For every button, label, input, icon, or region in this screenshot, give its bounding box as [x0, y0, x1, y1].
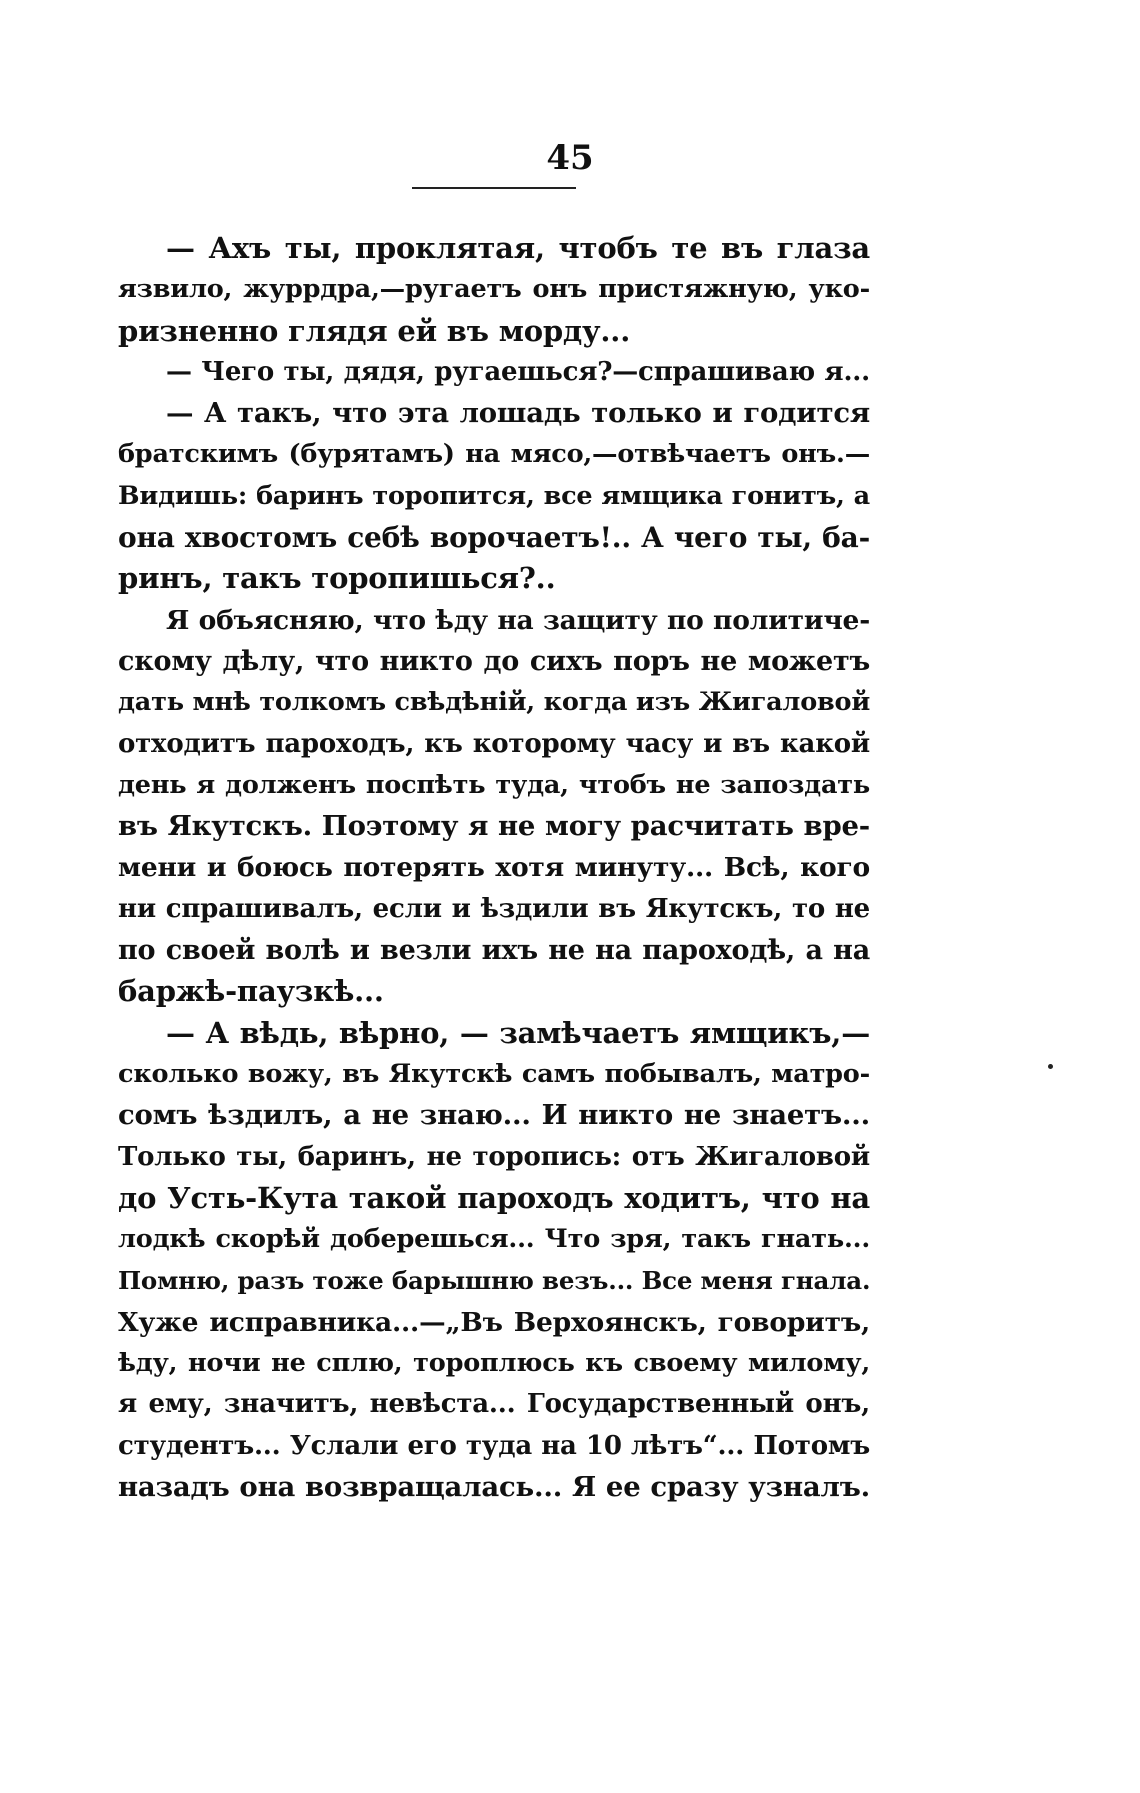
text-line: по своей волѣ и везли ихъ не на пароходѣ, а на — [118, 935, 870, 967]
header-rule — [412, 187, 576, 189]
text-line: она хвостомъ себѣ ворочаетъ!.. А чего ты, ба- — [118, 521, 870, 555]
text-line: мени и боюсь потерять хотя минуту... Всѣ, кого — [118, 852, 870, 884]
text-line: ни спрашивалъ, если и ѣздили въ Якутскъ, то не — [118, 893, 870, 924]
text-line: Видишь: баринъ торопится, все ямщика гонитъ, а — [118, 480, 870, 511]
text-line: сколько вожу, въ Якутскѣ самъ побывалъ, матро- — [118, 1058, 870, 1089]
text-line: ринъ, такъ торопишься?.. — [118, 561, 556, 596]
text-line: скому дѣлу, что никто до сихъ поръ не можетъ — [118, 645, 870, 677]
text-line: лодкѣ скорѣй доберешься... Что зря, такъ гнать... — [118, 1224, 870, 1255]
text-line: дать мнѣ толкомъ свѣдѣній, когда изъ Жигаловой — [118, 687, 870, 718]
text-line: братскимъ (бурятамъ) на мясо,—отвѣчаетъ онъ.— — [118, 439, 870, 470]
text-line: до Усть-Кута такой пароходъ ходитъ, что на — [118, 1180, 870, 1215]
text-line: Помню, разъ тоже барышню везъ... Все меня гнала. — [118, 1266, 870, 1296]
text-line: — Чего ты, дядя, ругаешься?—спрашиваю я... — [166, 356, 870, 387]
text-line: — А вѣдь, вѣрно, — замѣчаетъ ямщикъ,— — [166, 1015, 870, 1050]
text-line: ѣду, ночи не сплю, тороплюсь къ своему милому, — [118, 1348, 870, 1379]
text-line: сомъ ѣздилъ, а не знаю... И никто не знаетъ... — [118, 1099, 870, 1132]
text-line: день я долженъ поспѣть туда, чтобъ не запоздать — [118, 769, 870, 800]
text-line: въ Якутскъ. Поэтому я не могу расчитать вре- — [118, 810, 870, 843]
text-line: Я объясняю, что ѣду на защиту по политиче- — [166, 604, 870, 636]
body-text — [118, 228, 870, 1508]
text-line: я ему, значитъ, невѣста... Государственный онъ, — [118, 1389, 870, 1420]
text-line: Только ты, баринъ, не торопись: отъ Жигаловой — [118, 1141, 870, 1172]
text-line: студентъ... Услали его туда на 10 лѣтъ“... Потомъ — [118, 1430, 870, 1461]
text-line: ризненно глядя ей въ морду... — [118, 313, 631, 348]
text-line: язвило, журрдра,—ругаетъ онъ пристяжную, уко- — [118, 274, 870, 305]
text-line: назадъ она возвращалась... Я ее сразу узналъ. — [118, 1470, 870, 1503]
text-line: Хуже исправника...—„Въ Верхоянскъ, говоритъ, — [118, 1306, 870, 1338]
text-line: — Ахъ ты, проклятая, чтобъ те въ глаза — [166, 231, 870, 265]
text-line: баржѣ-паузкѣ... — [118, 974, 384, 1009]
page-number: 45 — [546, 138, 594, 178]
ink-speck — [1048, 1064, 1053, 1069]
text-line: — А такъ, что эта лошадь только и годится — [166, 397, 870, 430]
text-line: отходитъ пароходъ, къ которому часу и въ какой — [118, 728, 870, 759]
